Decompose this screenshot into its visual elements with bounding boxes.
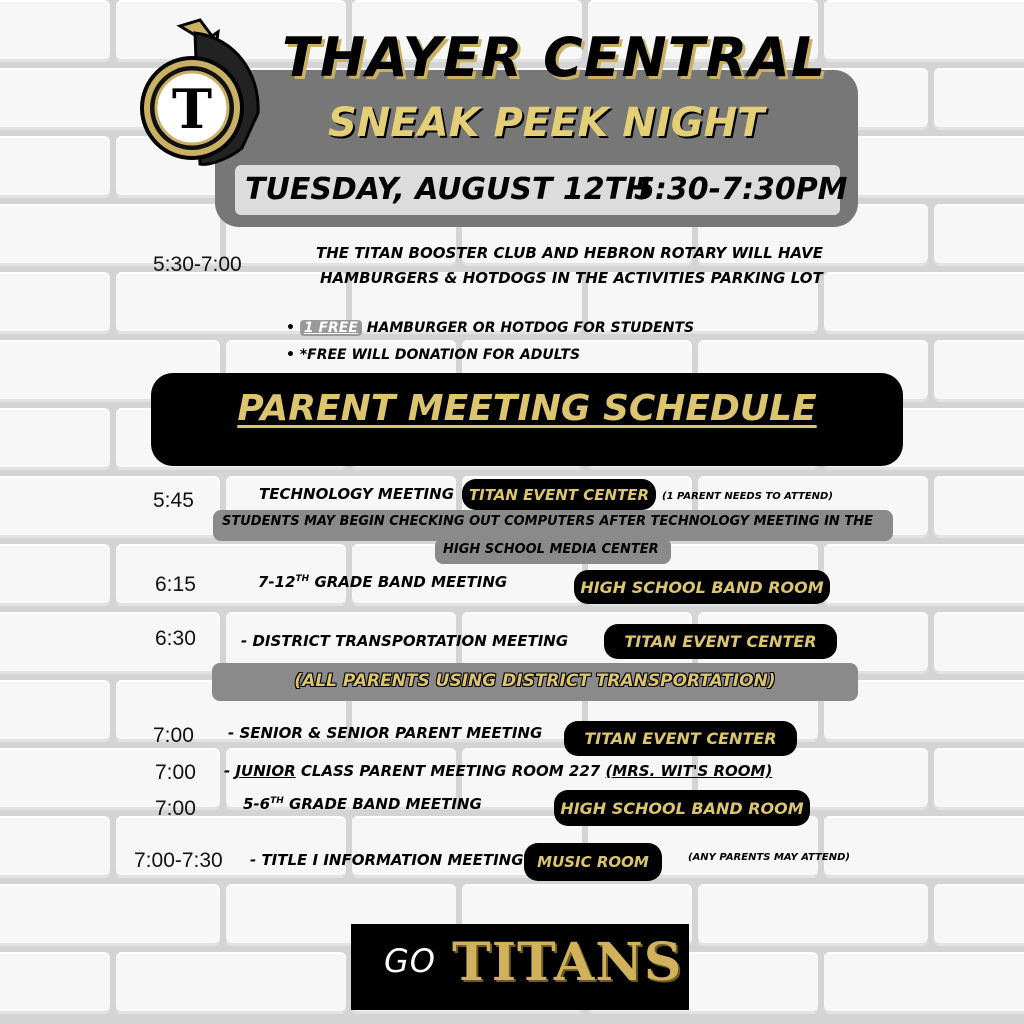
bullet-free-students	[286, 320, 694, 336]
band712-label-post: GRADE BAND MEETING	[309, 573, 508, 591]
booster-line-2: HAMBURGERS & HOTDOGS IN THE ACTIVITIES PARKING LOT	[320, 269, 823, 287]
free-tag: 1 FREE	[300, 320, 362, 336]
title1-label: - TITLE I INFORMATION MEETING	[250, 851, 524, 869]
junior-label	[224, 762, 772, 780]
booster-time: 5:30-7:00	[153, 253, 242, 276]
tech-sub-line-1: STUDENTS MAY BEGIN CHECKING OUT COMPUTERS AFTER TECHNOLOGY MEETING IN THE	[222, 514, 873, 529]
title1-time: 7:00-7:30	[134, 849, 223, 872]
bullet-donation-adults	[286, 347, 580, 363]
titan-helmet-logo-icon	[140, 18, 265, 168]
band56-label	[243, 795, 482, 813]
page-title: THAYER CENTRAL	[282, 26, 827, 89]
band56-label-pre: 5-6	[243, 795, 271, 813]
bullet-dot-icon: •	[286, 320, 295, 336]
event-subtitle: SNEAK PEEK NIGHT	[328, 100, 765, 146]
senior-label: - SENIOR & SENIOR PARENT MEETING	[228, 724, 543, 742]
junior-label-underlined: JUNIOR	[235, 762, 296, 780]
booster-line-1: THE TITAN BOOSTER CLUB AND HEBRON ROTARY WILL HAVE	[316, 244, 823, 262]
transport-sub-text: (ALL PARENTS USING DISTRICT TRANSPORTATION)	[294, 671, 776, 691]
senior-location-badge: TITAN EVENT CENTER	[564, 721, 797, 756]
tech-label: TECHNOLOGY MEETING	[259, 485, 455, 503]
junior-label-pre: -	[224, 762, 236, 780]
transport-time: 6:30	[155, 627, 196, 650]
event-date: TUESDAY, AUGUST 12TH	[245, 172, 651, 207]
logo-letter: T	[171, 77, 213, 141]
transport-location-badge: TITAN EVENT CENTER	[604, 624, 837, 659]
go-text: GO	[384, 942, 436, 980]
titans-wordmark: TITANS	[452, 932, 683, 993]
band712-time: 6:15	[155, 573, 196, 596]
transport-label: - DISTRICT TRANSPORTATION MEETING	[241, 632, 569, 650]
tech-time: 5:45	[153, 489, 194, 512]
band56-label-post: GRADE BAND MEETING	[283, 795, 482, 813]
junior-label-mid: CLASS PARENT MEETING ROOM 227	[295, 762, 606, 780]
junior-room: (MRS. WIT'S ROOM)	[605, 762, 773, 780]
band56-time: 7:00	[155, 797, 196, 820]
bullet-dot-icon: •	[286, 347, 295, 363]
event-time: 5:30-7:30PM	[634, 172, 848, 207]
band712-label-pre: 7-12	[258, 573, 296, 591]
band56-label-sup: TH	[270, 796, 284, 806]
band712-label-sup: TH	[295, 574, 310, 584]
schedule-banner-title: PARENT MEETING SCHEDULE	[237, 388, 817, 429]
bullet-1-text: HAMBURGER OR HOTDOG FOR STUDENTS	[361, 320, 695, 336]
bullet-2-text: *FREE WILL DONATION FOR ADULTS	[299, 347, 581, 363]
junior-time: 7:00	[155, 761, 196, 784]
tech-sub-line-2: HIGH SCHOOL MEDIA CENTER	[443, 542, 659, 557]
band56-location-badge: HIGH SCHOOL BAND ROOM	[554, 790, 810, 826]
title1-location-badge: MUSIC ROOM	[524, 843, 662, 881]
tech-note: (1 PARENT NEEDS TO ATTEND)	[662, 491, 833, 502]
band712-location-badge: HIGH SCHOOL BAND ROOM	[574, 570, 830, 604]
title1-note: (ANY PARENTS MAY ATTEND)	[688, 852, 850, 863]
tech-location-badge: TITAN EVENT CENTER	[462, 479, 656, 510]
senior-time: 7:00	[153, 724, 194, 747]
band712-label	[258, 573, 507, 591]
